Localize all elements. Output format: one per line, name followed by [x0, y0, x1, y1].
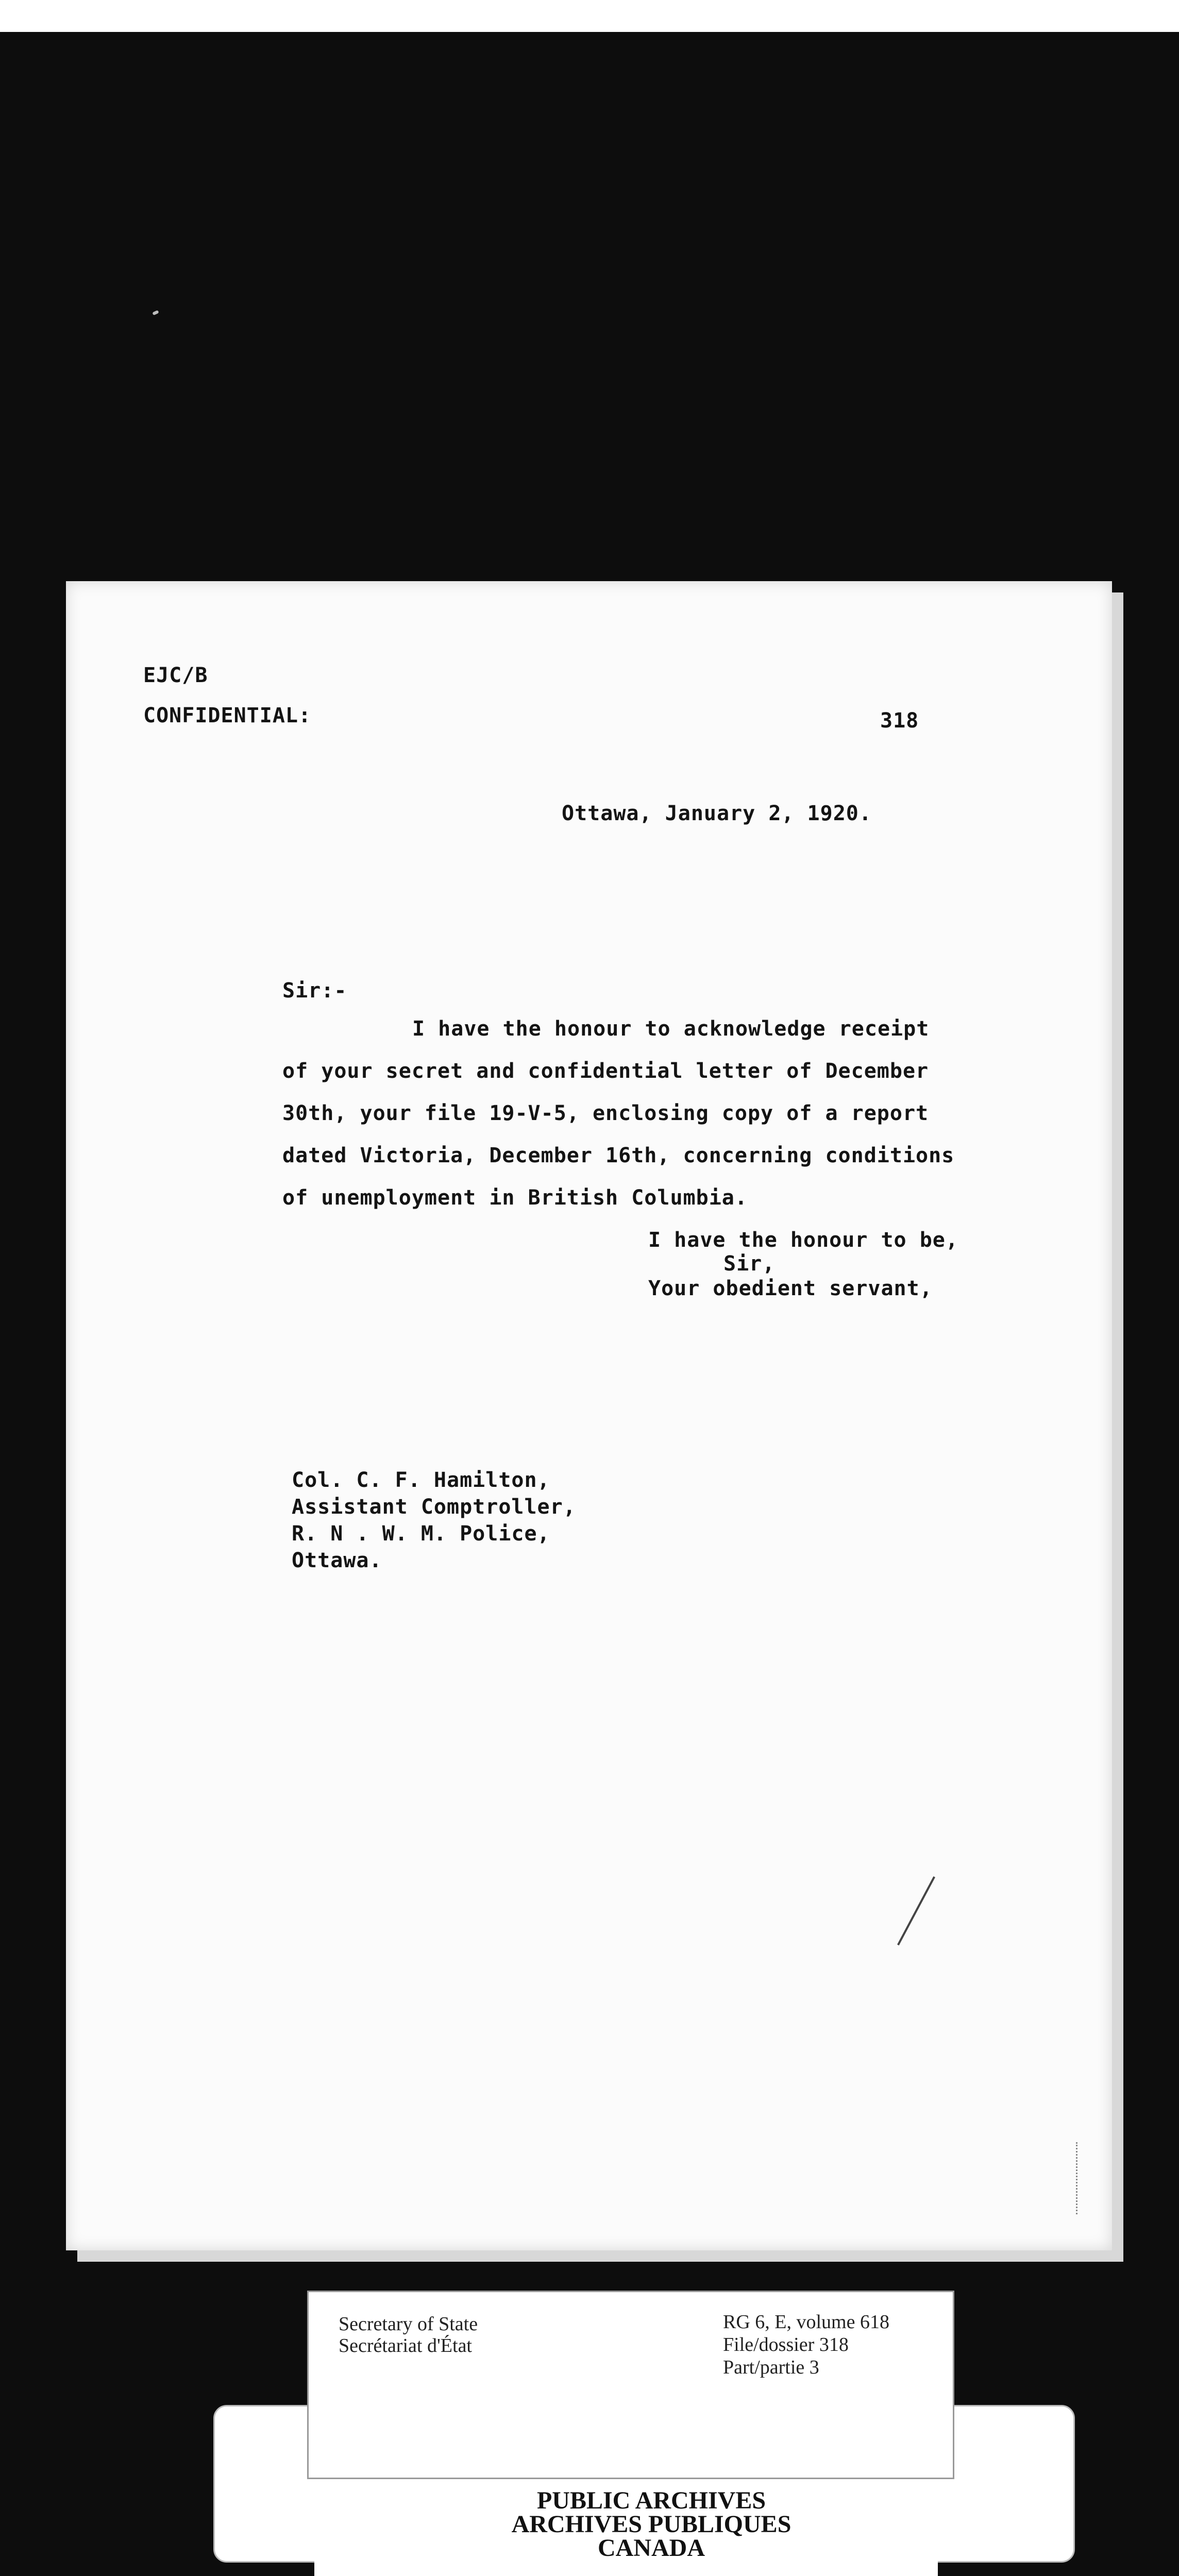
addressee-line: Ottawa. [292, 1549, 382, 1572]
film-speck [152, 310, 159, 316]
edge-marks [1076, 2142, 1083, 2214]
body-line: of unemployment in British Columbia. [282, 1186, 748, 1210]
letter-sheet [66, 581, 1112, 2250]
body-line: I have the honour to acknowledge receipt [412, 1017, 930, 1041]
pen-mark [897, 1876, 935, 1945]
part-number: Part/partie 3 [723, 2357, 819, 2378]
addressee-line: R. N . W. M. Police, [292, 1522, 550, 1546]
addressee-line: Col. C. F. Hamilton, [292, 1468, 550, 1492]
archives-stamp-line: PUBLIC ARCHIVES [536, 2487, 766, 2514]
top-margin-strip [0, 0, 1179, 32]
archives-stamp-line: ARCHIVES PUBLIQUES [511, 2511, 791, 2538]
closing-line: Sir, [723, 1252, 776, 1276]
classification-label: CONFIDENTIAL: [143, 704, 312, 727]
record-group: RG 6, E, volume 618 [723, 2311, 889, 2333]
date-line: Ottawa, January 2, 1920. [562, 802, 872, 825]
department-fr: Secrétariat d'État [339, 2335, 472, 2357]
closing-line: Your obedient servant, [648, 1277, 933, 1300]
addressee-line: Assistant Comptroller, [292, 1495, 576, 1519]
salutation: Sir:- [282, 979, 347, 1003]
body-line: dated Victoria, December 16th, concerning conditions [282, 1144, 955, 1167]
page-number: 318 [880, 709, 919, 733]
archive-reference-card [307, 2291, 954, 2479]
body-line: 30th, your file 19-V-5, enclosing copy of a report [282, 1101, 929, 1125]
file-number: File/dossier 318 [723, 2334, 849, 2355]
department-en: Secretary of State [339, 2313, 478, 2335]
body-line: of your secret and confidential letter of December [282, 1059, 929, 1083]
typist-initials: EJC/B [143, 664, 208, 687]
archives-stamp-line: CANADA [598, 2534, 705, 2562]
closing-line: I have the honour to be, [648, 1228, 958, 1252]
